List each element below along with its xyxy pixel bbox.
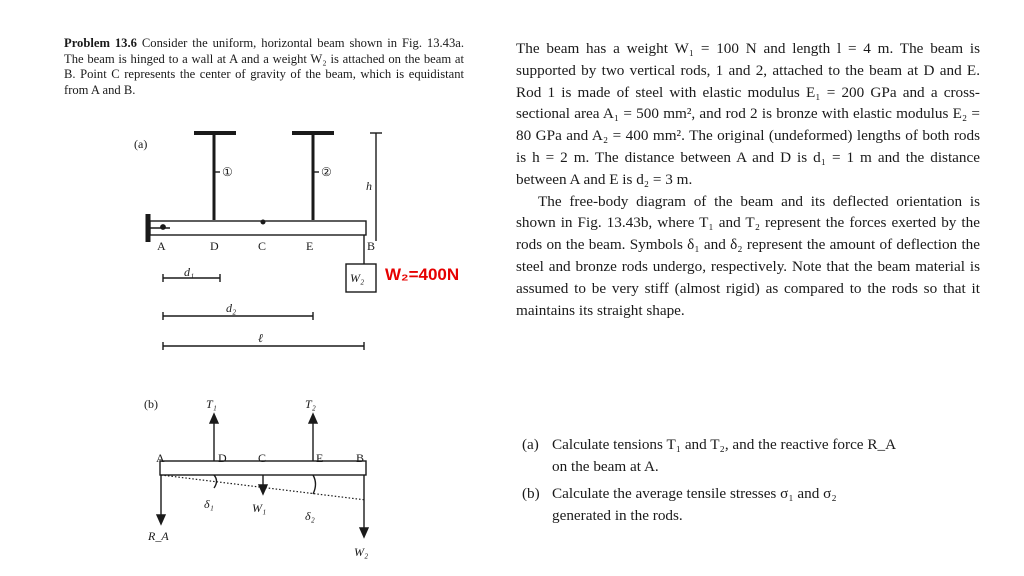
delta2-arc	[313, 475, 316, 494]
body-text	[516, 38, 980, 321]
paragraph-1: The beam has a weight W₁ = 100 N and length l = 4 m. The beam is supported by two vertical rods, 1 and 2, attached to the beam at D and E. Rod 1 is made of steel with elastic modulus E₁ = 200 GPa and a cross-sectional area A₁ = 500 mm², and rod 2 is bronze with elastic modulus E₂ = 80 GPa and A₂ = 400 mm². The original (undeformed) lengths of both rods is h = 2 m. The distance between A and D is d₁ = 1 m and the distance between A and E is d₂ = 3 m.	[516, 40, 980, 188]
d2-label: d₂	[226, 301, 237, 315]
rod-2-label: ②	[321, 165, 332, 179]
w1-head	[259, 485, 267, 494]
point-b-b-label: B	[356, 451, 365, 465]
question-a-line1: Calculate tensions T₁ and T₂, and the reactive force R_A	[552, 436, 897, 453]
question-a-tag: (a)	[522, 436, 539, 453]
delta2-label: δ₂	[305, 509, 315, 523]
question-a-line2: on the beam at A.	[552, 457, 659, 475]
t2-label: T₂	[305, 397, 316, 411]
point-c-label: C	[258, 239, 267, 253]
point-c-b-label: C	[258, 451, 267, 465]
hinge-pin	[161, 225, 165, 229]
ra-head	[157, 515, 165, 524]
l-label: ℓ	[258, 331, 263, 345]
w2-box-label: W₂	[350, 271, 365, 285]
rod-1-label: ①	[222, 165, 233, 179]
point-d-b-label: D	[218, 451, 227, 465]
t1-head	[210, 414, 218, 423]
question-b-line1: Calculate the average tensile stresses σ₁ and σ₂	[552, 485, 837, 502]
part-b-label: (b)	[144, 397, 158, 411]
h-label: h	[366, 179, 372, 193]
point-e-b-label: E	[316, 451, 324, 465]
question-a	[522, 434, 982, 478]
point-a-label: A	[157, 239, 166, 253]
w2-b-label: W₂	[354, 545, 369, 559]
ra-label: R_A	[148, 529, 169, 543]
problem-statement	[64, 36, 464, 98]
point-a-b-label: A	[156, 451, 165, 465]
problem-text: Consider the uniform, horizontal beam shown in Fig. 13.43a. The beam is hinged to a wall at A and a weight W₂ is attached on the beam at B. Point C represents the center of gravity of the beam, which is equidistant from A and B.	[64, 36, 465, 97]
question-b	[522, 483, 982, 527]
figure-drawing	[130, 118, 500, 568]
d1-label: d₁	[184, 265, 195, 279]
t1-label: T₁	[206, 397, 217, 411]
question-b-line2: generated in the rods.	[552, 506, 683, 524]
w1-label: W₁	[252, 501, 267, 515]
weight-annotation: W₂=400N	[385, 265, 460, 284]
point-b-label: B	[367, 239, 376, 253]
point-e-label: E	[306, 239, 314, 253]
problem-heading: Problem 13.6	[64, 36, 137, 50]
question-b-tag: (b)	[522, 485, 540, 502]
paragraph-2: The free-body diagram of the beam and its deflected orientation is shown in Fig. 13.43b, where T₁ and T₂ represent the forces exerted by the rods on the beam. Symbols δ₁ and δ₂ represent the amount of deflection the steel and bronze rods undergo, respectively. Note that the beam material is assumed to be very stiff (almost rigid) as compared to the rods so that it maintains its straight shape.	[516, 192, 980, 319]
figure-13-43	[130, 118, 500, 568]
delta1-label: δ₁	[204, 497, 214, 511]
t2-head	[309, 414, 317, 423]
part-a-label: (a)	[134, 137, 148, 151]
w2-head	[360, 528, 368, 537]
beam-a	[150, 221, 366, 235]
center-dot	[261, 220, 265, 224]
point-d-label: D	[210, 239, 219, 253]
